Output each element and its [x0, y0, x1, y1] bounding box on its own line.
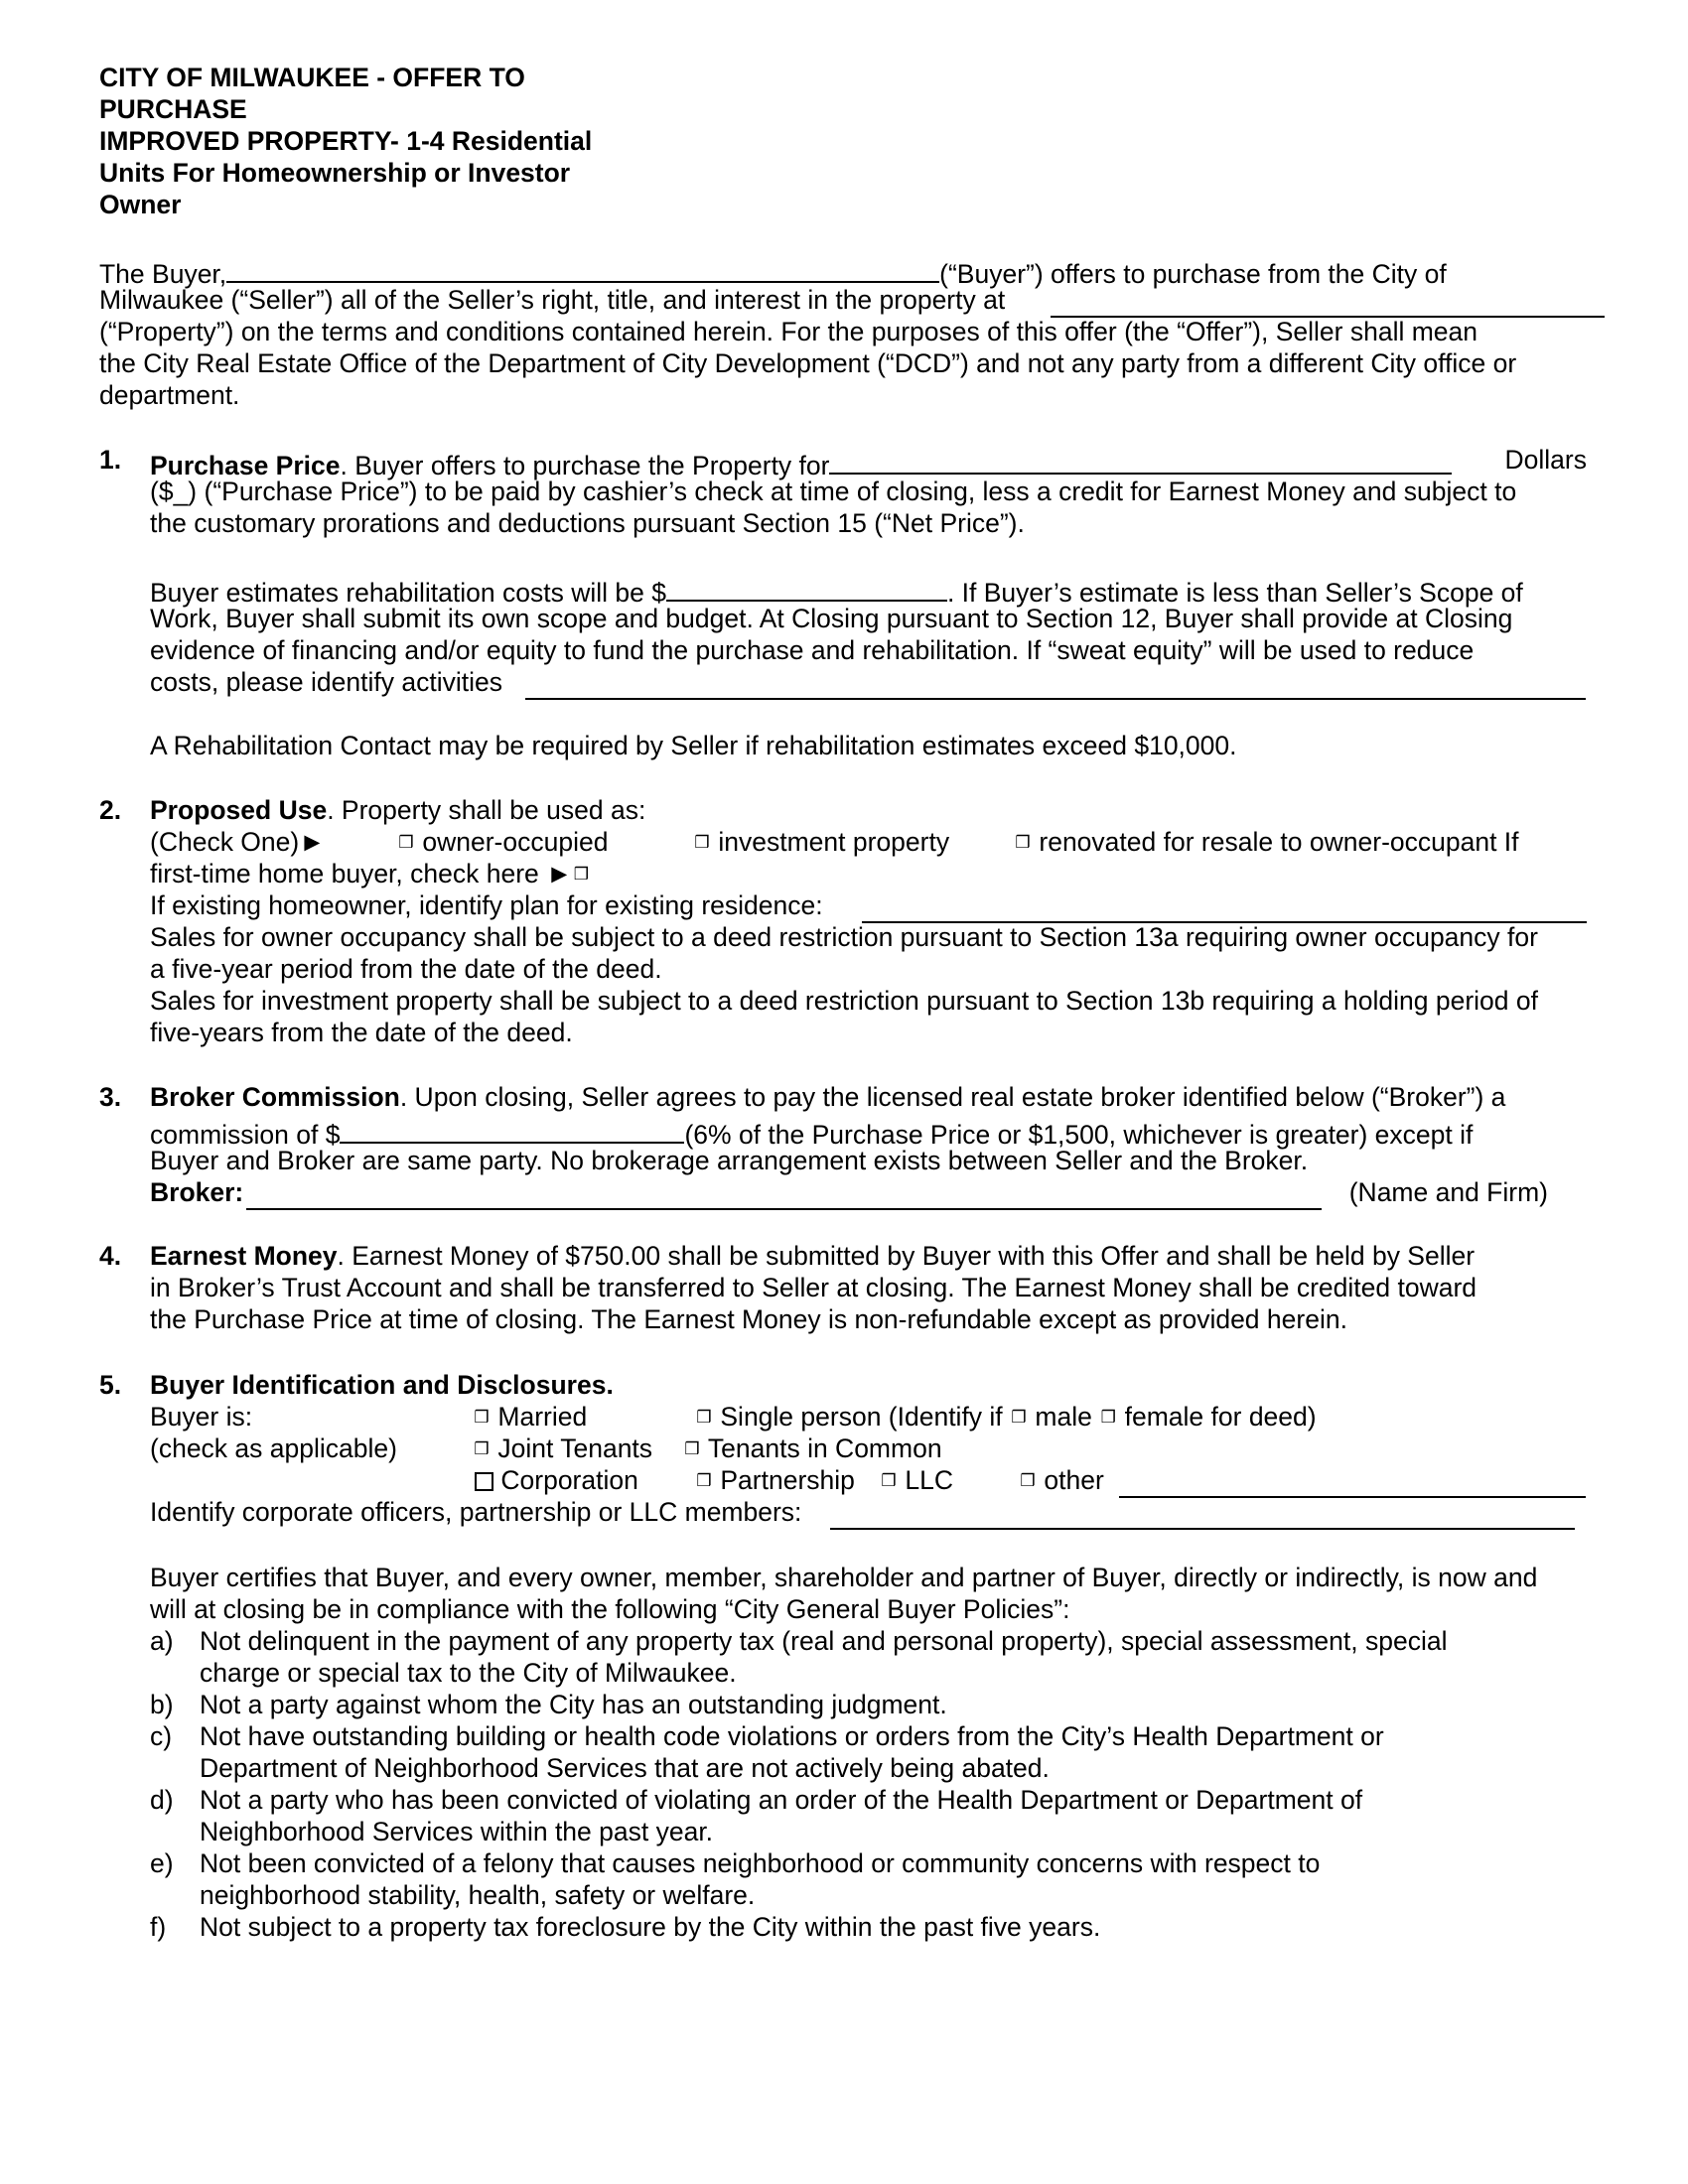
- section-heading: Broker Commission: [150, 1082, 400, 1112]
- section-text: Buyer estimates rehabilitation costs will be $: [150, 578, 666, 608]
- section-text: . Property shall be used as:: [327, 795, 646, 825]
- section-1-line: [150, 669, 502, 696]
- section-4-line: [150, 1243, 1475, 1270]
- checkbox-icon[interactable]: ❒: [696, 1471, 712, 1490]
- other-field[interactable]: [1119, 1470, 1586, 1498]
- section-1-line: the customary prorations and deductions pursuant Section 15 (“Net Price”).: [150, 508, 1025, 538]
- option-label: male: [1035, 1402, 1092, 1432]
- certification-line: will at closing be in compliance with the following “City General Buyer Policies”:: [150, 1594, 1070, 1624]
- title-line: CITY OF MILWAUKEE - OFFER TO: [99, 63, 525, 92]
- list-item: Not have outstanding building or health code violations or orders from the City’s Health Department or: [200, 1721, 1384, 1751]
- section-4-line: in Broker’s Trust Account and shall be transferred to Seller at closing. The Earnest Money shall be credited toward: [150, 1273, 1477, 1302]
- list-item-label: b): [150, 1690, 174, 1719]
- section-text: . Earnest Money of $750.00 shall be submitted by Buyer with this Offer and shall be held by Seller: [337, 1241, 1476, 1271]
- option-label: investment property: [718, 827, 950, 857]
- option-married[interactable]: [473, 1404, 587, 1431]
- section-3-line: [150, 1116, 1473, 1149]
- intro-line-text: (“Buyer”) offers to purchase from the City of: [939, 259, 1447, 289]
- option-single-person[interactable]: [695, 1404, 1317, 1431]
- section-number: 3.: [99, 1082, 122, 1112]
- section-1-line: [150, 447, 1452, 479]
- commission-field[interactable]: [340, 1116, 684, 1144]
- section-text: Identify corporate officers, partnership or LLC members:: [150, 1497, 802, 1527]
- option-label: LLC: [905, 1465, 953, 1495]
- checkbox-icon[interactable]: ❒: [398, 833, 414, 852]
- list-item-label: a): [150, 1626, 174, 1656]
- list-item: Not been convicted of a felony that causes neighborhood or community concerns with respect to: [200, 1848, 1321, 1878]
- list-item: Neighborhood Services within the past year.: [200, 1817, 714, 1846]
- list-item-label: c): [150, 1721, 173, 1751]
- section-text: . Upon closing, Seller agrees to pay the licensed real estate broker identified below (“Broker”) a: [399, 1082, 1506, 1112]
- section-text: If existing homeowner, identify plan for existing residence:: [150, 890, 823, 920]
- certification-line: Buyer certifies that Buyer, and every owner, member, shareholder and partner of Buyer, directly or indirectly, is now and: [150, 1563, 1538, 1592]
- list-item-label: e): [150, 1848, 174, 1878]
- intro-line: [99, 255, 1447, 288]
- option-label: other: [1044, 1465, 1104, 1495]
- list-item: charge or special tax to the City of Milwaukee.: [200, 1658, 737, 1688]
- intro-line: [99, 287, 1005, 314]
- list-item: Not a party who has been convicted of violating an order of the Health Department or Department of: [200, 1785, 1363, 1815]
- existing-residence-plan-field[interactable]: [862, 895, 1587, 923]
- option-renovated-resale[interactable]: [1014, 829, 1519, 856]
- list-item-label: d): [150, 1785, 174, 1815]
- section-2-line: [150, 892, 823, 919]
- checkbox-icon[interactable]: ❒: [696, 1408, 712, 1427]
- first-time-buyer-line: [150, 861, 590, 887]
- section-2-line: Sales for investment property shall be subject to a deed restriction pursuant to Section 13b requiring a holding period of: [150, 986, 1538, 1016]
- dollars-label: Dollars: [1504, 445, 1587, 475]
- checkbox-icon[interactable]: ❒: [1011, 1408, 1027, 1427]
- option-label: Corporation: [500, 1465, 638, 1495]
- name-firm-label: (Name and Firm): [1348, 1177, 1548, 1207]
- check-one-label: (Check One)►: [150, 827, 326, 857]
- officers-field[interactable]: [830, 1502, 1575, 1530]
- checkbox-icon[interactable]: ❒: [474, 1439, 490, 1458]
- option-label: Tenants in Common: [707, 1433, 942, 1463]
- checkbox-icon[interactable]: ❒: [1020, 1471, 1036, 1490]
- purchase-price-words-field[interactable]: [829, 447, 1452, 475]
- section-1-line: [150, 574, 1523, 607]
- section-text: costs, please identify activities: [150, 667, 502, 697]
- option-tenants-in-common[interactable]: [683, 1435, 942, 1462]
- officers-line: [150, 1499, 801, 1526]
- option-label: Joint Tenants: [497, 1433, 653, 1463]
- section-1-line: ($_) (“Purchase Price”) to be paid by cashier’s check at time of closing, less a credit for Earnest Money and subject to: [150, 477, 1517, 506]
- section-2-line: [150, 797, 645, 824]
- section-3-line: [150, 1179, 243, 1206]
- section-number: 1.: [99, 445, 122, 475]
- option-label: owner-occupied: [422, 827, 609, 857]
- checkbox-icon[interactable]: [475, 1472, 493, 1491]
- sweat-equity-field[interactable]: [525, 672, 1586, 700]
- section-2-line: Sales for owner occupancy shall be subject to a deed restriction pursuant to Section 13a requiring owner occupancy for: [150, 922, 1538, 952]
- section-1-line: evidence of financing and/or equity to fund the purchase and rehabilitation. If “sweat equity” will be used to reduce: [150, 635, 1475, 665]
- option-label: Married: [497, 1402, 588, 1432]
- section-text: (6% of the Purchase Price or $1,500, whichever is greater) except if: [684, 1120, 1474, 1150]
- checkbox-icon[interactable]: ❒: [1100, 1408, 1116, 1427]
- option-investment-property[interactable]: [693, 829, 949, 856]
- title-line: Owner: [99, 190, 182, 219]
- checkbox-icon[interactable]: ❒: [881, 1471, 897, 1490]
- title-line: PURCHASE: [99, 94, 247, 124]
- section-heading: Purchase Price: [150, 451, 341, 480]
- option-label: Partnership: [720, 1465, 855, 1495]
- section-heading: Proposed Use: [150, 795, 328, 825]
- section-4-line: the Purchase Price at time of closing. The Earnest Money is non-refundable except as provided herein.: [150, 1304, 1347, 1334]
- broker-label: Broker:: [150, 1177, 244, 1207]
- option-joint-tenants[interactable]: [473, 1435, 652, 1462]
- section-2-line: five-years from the date of the deed.: [150, 1018, 573, 1047]
- section-heading: Earnest Money: [150, 1241, 338, 1271]
- section-text: first-time home buyer, check here ►: [150, 859, 573, 888]
- property-address-field[interactable]: [1051, 290, 1605, 318]
- broker-name-field[interactable]: [246, 1182, 1322, 1210]
- section-1-line: Work, Buyer shall submit its own scope and budget. At Closing pursuant to Section 12, Buyer shall provide at Closing: [150, 604, 1513, 633]
- checkbox-icon[interactable]: ❒: [573, 865, 589, 884]
- intro-buyer-label: The Buyer,: [99, 259, 227, 289]
- list-item: neighborhood stability, health, safety or welfare.: [200, 1880, 756, 1910]
- list-item: Not a party against whom the City has an outstanding judgment.: [200, 1690, 947, 1719]
- checkbox-icon[interactable]: ❒: [694, 833, 710, 852]
- list-item-label: f): [150, 1912, 167, 1942]
- title-line: Units For Homeownership or Investor: [99, 158, 571, 188]
- option-llc[interactable]: [880, 1467, 953, 1494]
- list-item: Not subject to a property tax foreclosure by the City within the past five years.: [200, 1912, 1101, 1942]
- checkbox-icon[interactable]: ❒: [684, 1439, 700, 1458]
- section-number: 4.: [99, 1241, 122, 1271]
- option-other[interactable]: [1019, 1467, 1104, 1494]
- section-3-line: [150, 1084, 1505, 1111]
- checkbox-icon[interactable]: ❒: [1015, 833, 1031, 852]
- section-1-line: A Rehabilitation Contact may be required by Seller if rehabilitation estimates exceed $10,000.: [150, 731, 1237, 760]
- section-number: 2.: [99, 795, 122, 825]
- intro-line: department.: [99, 380, 240, 410]
- section-number: 5.: [99, 1370, 122, 1400]
- option-partnership[interactable]: [695, 1467, 855, 1494]
- option-corporation[interactable]: [475, 1467, 638, 1494]
- section-heading: Buyer Identification and Disclosures.: [150, 1370, 614, 1400]
- section-2-line: a five-year period from the date of the deed.: [150, 954, 662, 984]
- section-text: commission of $: [150, 1120, 341, 1150]
- list-item: Not delinquent in the payment of any property tax (real and personal property), special assessment, special: [200, 1626, 1448, 1656]
- option-label: Single person (Identify if: [720, 1402, 1003, 1432]
- title-line: IMPROVED PROPERTY- 1-4 Residential: [99, 126, 593, 156]
- checkbox-icon[interactable]: ❒: [474, 1408, 490, 1427]
- intro-line: (“Property”) on the terms and conditions contained herein. For the purposes of this offer (the “Offer”), Seller shall mean: [99, 317, 1477, 346]
- buyer-is-label: Buyer is:: [150, 1402, 253, 1432]
- list-item: Department of Neighborhood Services that are not actively being abated.: [200, 1753, 1050, 1783]
- intro-line: the City Real Estate Office of the Department of City Development (“DCD”) and not any party from a different City office or: [99, 348, 1517, 378]
- option-label: renovated for resale to owner-occupant If: [1039, 827, 1519, 857]
- intro-line-text: Milwaukee (“Seller”) all of the Seller’s right, title, and interest in the property at: [99, 285, 1006, 315]
- rehab-cost-field[interactable]: [666, 574, 947, 602]
- option-label: female for deed): [1124, 1402, 1317, 1432]
- section-3-line: Buyer and Broker are same party. No brokerage arrangement exists between Seller and the Broker.: [150, 1146, 1309, 1175]
- buyer-name-field[interactable]: [226, 255, 939, 283]
- section-text: . If Buyer’s estimate is less than Seller’s Scope of: [946, 578, 1523, 608]
- check-applicable-label: (check as applicable): [150, 1433, 397, 1463]
- section-text: . Buyer offers to purchase the Property for: [340, 451, 830, 480]
- option-owner-occupied[interactable]: [397, 829, 608, 856]
